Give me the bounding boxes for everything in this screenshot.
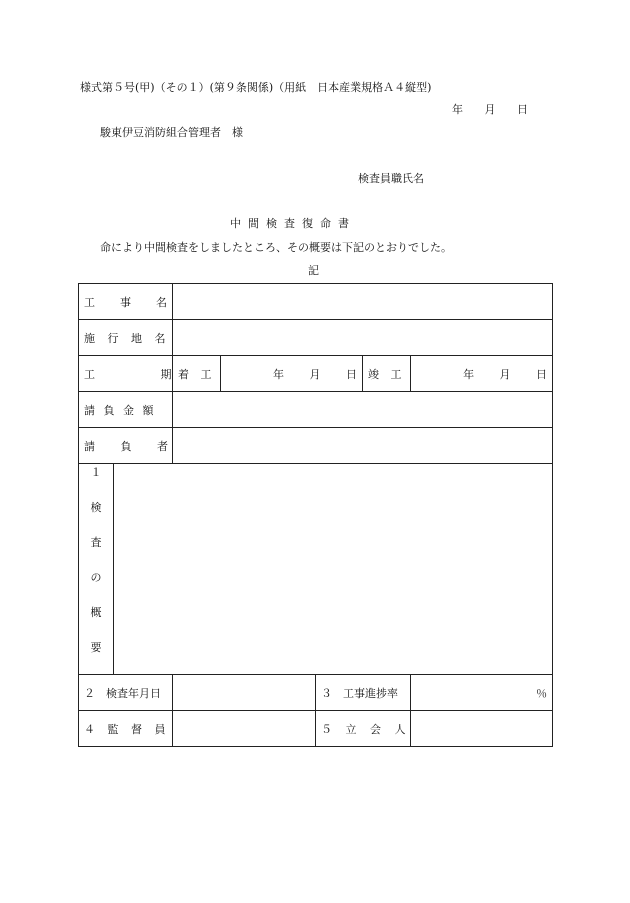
supervisor-text: ４ 監 督 員 bbox=[84, 722, 166, 736]
row-contractor bbox=[79, 428, 553, 464]
inspection-date-field[interactable] bbox=[173, 675, 316, 711]
row-supervisor bbox=[79, 711, 553, 747]
site-label bbox=[79, 320, 173, 356]
inspection-report-table bbox=[78, 283, 553, 747]
inspector-name-label: 検査員職氏名 bbox=[358, 172, 424, 185]
row-inspection-date bbox=[79, 675, 553, 711]
addressee: 駿東伊豆消防組合管理者 様 bbox=[100, 126, 243, 139]
site-text: 施 行 地 名 bbox=[84, 331, 166, 345]
start-label bbox=[173, 356, 221, 392]
overview-char: の bbox=[90, 571, 102, 584]
progress-label: ３ 工事進捗率 bbox=[316, 675, 411, 711]
contract-amount-label bbox=[79, 392, 173, 428]
inspection-date-label: ２ 検査年月日 bbox=[79, 675, 173, 711]
work-name-char: 名 bbox=[156, 295, 167, 309]
overview-char: 要 bbox=[90, 641, 102, 654]
progress-field[interactable]: ％ bbox=[411, 675, 553, 711]
ki-note-mark: 記 bbox=[308, 264, 319, 277]
document-title: 中間検査復命書 bbox=[230, 217, 356, 230]
row-contract-amount bbox=[79, 392, 553, 428]
site-field[interactable] bbox=[173, 320, 553, 356]
supervisor-field[interactable] bbox=[173, 711, 316, 747]
attendee-text: ５ 立 会 人 bbox=[321, 722, 406, 736]
overview-label bbox=[79, 464, 114, 675]
contractor-label bbox=[79, 428, 173, 464]
work-name-field[interactable] bbox=[173, 284, 553, 320]
attendee-field[interactable] bbox=[411, 711, 553, 747]
supervisor-label bbox=[79, 711, 173, 747]
overview-field[interactable] bbox=[114, 464, 553, 675]
work-name-char: 事 bbox=[120, 295, 131, 309]
work-name-label bbox=[79, 284, 173, 320]
work-name-text bbox=[84, 294, 167, 310]
work-name-char: 工 bbox=[84, 295, 95, 309]
attendee-label bbox=[316, 711, 411, 747]
overview-char: １ bbox=[90, 466, 102, 479]
period-label bbox=[79, 356, 173, 392]
completion-text: 竣 工 bbox=[368, 367, 402, 381]
contract-amount-field[interactable] bbox=[173, 392, 553, 428]
overview-char: 概 bbox=[90, 606, 102, 619]
completion-date-field[interactable]: 年 月 日 bbox=[411, 356, 553, 392]
overview-char: 検 bbox=[90, 501, 102, 514]
contractor-text: 請 負 者 bbox=[84, 439, 168, 453]
period-text: 工 期 bbox=[84, 367, 172, 381]
contract-amount-text: 請 負 金 額 bbox=[84, 403, 154, 417]
row-site bbox=[79, 320, 553, 356]
completion-label bbox=[363, 356, 411, 392]
report-date: 年 月 日 bbox=[452, 103, 528, 116]
overview-char: 査 bbox=[90, 536, 102, 549]
start-date-field[interactable]: 年 月 日 bbox=[221, 356, 363, 392]
start-text: 着 工 bbox=[178, 367, 212, 381]
contractor-field[interactable] bbox=[173, 428, 553, 464]
row-period bbox=[79, 356, 553, 392]
row-overview bbox=[79, 464, 553, 675]
row-work-name bbox=[79, 284, 553, 320]
form-number-label: 様式第５号(甲)（その１）(第９条関係)（用紙 日本産業規格Ａ４縦型) bbox=[80, 81, 432, 94]
intro-text: 命により中間検査をしましたところ、その概要は下記のとおりでした。 bbox=[100, 241, 452, 254]
